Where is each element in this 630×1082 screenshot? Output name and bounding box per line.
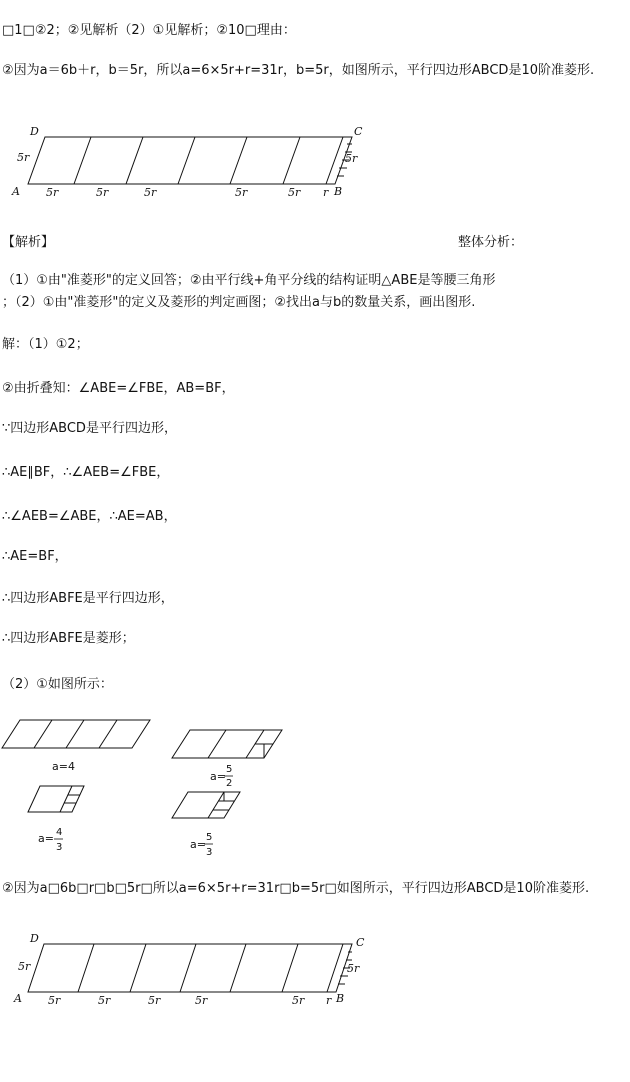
label-bottom-3: 5r bbox=[148, 994, 161, 1007]
overall-analysis: 整体分析： bbox=[458, 235, 524, 250]
label-bottom-2: 5r bbox=[98, 994, 111, 1007]
caption-a5-3-num: 5 bbox=[206, 832, 213, 843]
label-D: D bbox=[30, 932, 39, 945]
label-bottom-2: 5r bbox=[96, 186, 109, 199]
parallelogram-figure-1 bbox=[0, 122, 380, 204]
label-bottom-1: 5r bbox=[48, 994, 61, 1007]
label-A: A bbox=[14, 992, 22, 1005]
solution-5: ∴∠AEB=∠ABE，∴AE=AB， bbox=[2, 509, 177, 524]
caption-a5-2-den: 2 bbox=[226, 778, 233, 789]
label-C: C bbox=[354, 125, 363, 138]
label-side-left: 5r bbox=[18, 960, 31, 973]
shape-a5-3 bbox=[172, 792, 240, 818]
solution-3: ∵四边形ABCD是平行四边形， bbox=[2, 421, 177, 436]
label-r: r bbox=[326, 994, 332, 1007]
analysis-p2: ；（2）①由"准菱形"的定义及菱形的判定画图；②找出a与b的数量关系，画出图形. bbox=[2, 295, 476, 310]
label-D: D bbox=[30, 125, 39, 138]
solution-6: ∴AE=BF， bbox=[2, 549, 68, 564]
solution-1: 解：（1）①2； bbox=[2, 337, 89, 352]
shape-a4-3 bbox=[28, 786, 84, 812]
caption-a4: a=4 bbox=[52, 760, 75, 773]
caption-a5-3-den: 3 bbox=[206, 847, 213, 858]
solution-8: ∴四边形ABFE是菱形； bbox=[2, 631, 135, 646]
caption-a4-3-num: 4 bbox=[56, 827, 63, 838]
solution-7: ∴四边形ABFE是平行四边形， bbox=[2, 591, 174, 606]
label-bottom-4: 5r bbox=[235, 186, 248, 199]
label-side-left: 5r bbox=[17, 151, 30, 164]
label-bottom-5: 5r bbox=[288, 186, 301, 199]
label-bottom-4: 5r bbox=[195, 994, 208, 1007]
analysis-p1: （1）①由"准菱形"的定义回答；②由平行线+角平分线的结构证明△ABE是等腰三角形 bbox=[2, 273, 496, 288]
divider-line bbox=[74, 137, 91, 184]
label-A: A bbox=[12, 185, 20, 198]
caption-a5-3-prefix: a= bbox=[190, 838, 206, 851]
solution-2: ②由折叠知：∠ABE=∠FBE，AB=BF， bbox=[2, 381, 235, 396]
divider-line bbox=[230, 137, 247, 184]
label-B: B bbox=[334, 185, 343, 198]
parallelogram-figure-4 bbox=[0, 928, 380, 1014]
final-statement: ②因为a□6b□r□b□5r□所以a=6×5r+r=31r□b=5r□如图所示，平行四边形ABCD是10阶准菱形. bbox=[2, 881, 590, 896]
caption-a4-3-prefix: a= bbox=[38, 832, 54, 845]
label-side-right: 5r bbox=[347, 962, 360, 975]
solution-4: ∴AE∥BF，∴∠AEB=∠FBE， bbox=[2, 465, 170, 480]
answer-line-2: ②因为a＝6b＋r，b＝5r，所以a=6×5r+r=31r，b=5r，如图所示，平行四边形ABCD是10阶准菱形. bbox=[2, 63, 595, 78]
caption-a4-3-den: 3 bbox=[56, 842, 63, 853]
parallelogram-figure-3 bbox=[168, 722, 308, 862]
label-B: B bbox=[336, 992, 345, 1005]
solution-9: （2）①如图所示： bbox=[2, 677, 113, 692]
label-bottom-3: 5r bbox=[144, 186, 157, 199]
label-r: r bbox=[323, 186, 329, 199]
divider-line bbox=[178, 137, 195, 184]
divider-line bbox=[126, 137, 143, 184]
label-bottom-1: 5r bbox=[46, 186, 59, 199]
label-C: C bbox=[356, 936, 365, 949]
strip-line bbox=[326, 137, 343, 184]
analysis-tag: 【解析】 bbox=[2, 235, 55, 250]
label-side-right: 5r bbox=[345, 152, 358, 165]
label-bottom-5: 5r bbox=[292, 994, 305, 1007]
shape-a4 bbox=[2, 720, 150, 748]
divider-line bbox=[283, 137, 300, 184]
outer-parallelogram bbox=[28, 944, 352, 992]
answer-line-1: □1□②2；②见解析（2）①见解析；②10□理由： bbox=[2, 23, 296, 38]
caption-a5-2-num: 5 bbox=[226, 764, 233, 775]
caption-a5-2-prefix: a= bbox=[210, 770, 226, 783]
